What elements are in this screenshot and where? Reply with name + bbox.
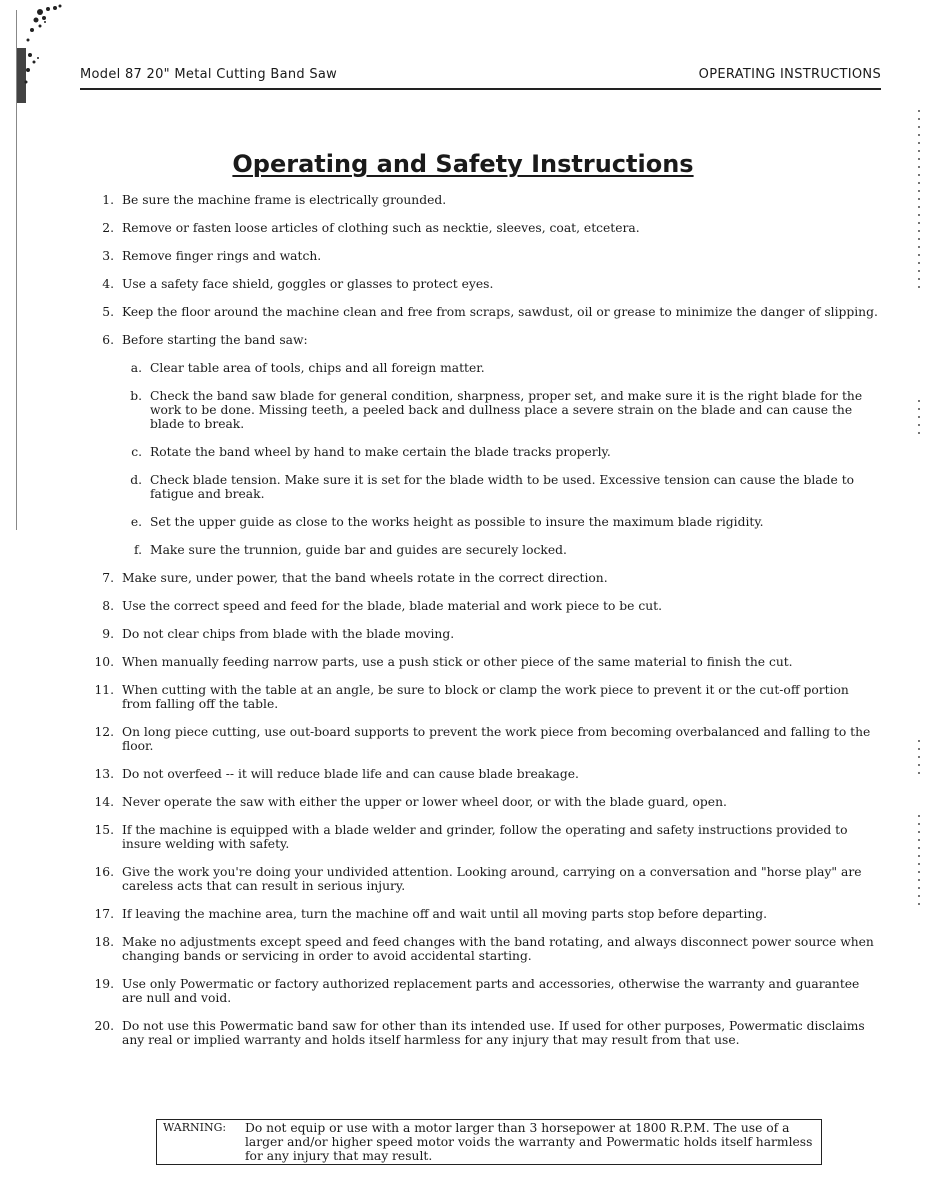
sub-list-item: a. Clear table area of tools, chips and all foreign matter. <box>130 361 485 375</box>
list-item: 7. Make sure, under power, that the band wheels rotate in the correct direction. <box>102 571 608 585</box>
sub-list-item: e. Set the upper guide as close to the works height as possible to insure the maximum blade rigidity. <box>130 515 764 529</box>
sub-list-item: b. Check the band saw blade for general condition, sharpness, proper set, and make sure it is the right blade for the work to be done. Missing teeth, a peeled back and dullness place a severe strain on the blade and can cause the blade to break. <box>130 389 863 431</box>
list-item: 17. If leaving the machine area, turn the machine off and wait until all moving parts stop before departing. <box>94 907 768 921</box>
warning-text: Do not equip or use with a motor larger than 3 horsepower at 1800 R.P.M. The use of a larger and/or higher speed motor voids the warranty and Powermatic holds itself harmless for any injury that may result. <box>245 1121 813 1163</box>
list-item: 15. If the machine is equipped with a blade welder and grinder, follow the operating and safety instructions provided to insure welding with safety. <box>94 823 848 851</box>
instructions-list <box>88 193 878 1061</box>
list-item: 4. Use a safety face shield, goggles or glasses to protect eyes. <box>102 277 494 291</box>
list-item: 3. Remove finger rings and watch. <box>102 249 322 263</box>
list-item: 2. Remove or fasten loose articles of clothing such as necktie, sleeves, coat, etcetera. <box>102 221 640 235</box>
scan-artifact <box>918 815 920 905</box>
scan-artifact <box>918 400 920 440</box>
list-item: 13. Do not overfeed -- it will reduce blade life and can cause blade breakage. <box>94 767 579 781</box>
list-item: 16. Give the work you're doing your undivided attention. Looking around, carrying on a conversation and "horse play" are careless acts that can result in serious injury. <box>94 865 862 893</box>
list-item: 18. Make no adjustments except speed and feed changes with the band rotating, and always disconnect power source when changing bands or servicing in order to avoid accidental starting. <box>94 935 874 963</box>
sub-list-item: f. Make sure the trunnion, guide bar and guides are securely locked. <box>133 543 567 557</box>
header-rule <box>80 88 881 90</box>
header-model: Model 87 20" Metal Cutting Band Saw <box>80 67 338 82</box>
list-item: 5. Keep the floor around the machine clean and free from scraps, sawdust, oil or grease to minimize the danger of slipping. <box>102 305 878 319</box>
list-item: 8. Use the correct speed and feed for the blade, blade material and work piece to be cut. <box>102 599 663 613</box>
page-title: Operating and Safety Instructions <box>232 150 694 178</box>
scan-edge <box>16 10 17 530</box>
scan-artifact <box>0 0 90 110</box>
header-section: OPERATING INSTRUCTIONS <box>698 67 881 82</box>
list-item: 14. Never operate the saw with either the upper or lower wheel door, or with the blade guard, open. <box>94 795 727 809</box>
list-item: 12. On long piece cutting, use out-board supports to prevent the work piece from becoming overbalanced and falling to the floor. <box>94 725 871 753</box>
list-item: 20. Do not use this Powermatic band saw for other than its intended use. If used for other purposes, Powermatic disclaims any real or implied warranty and holds itself harmless for any injury that may result from that use. <box>94 1019 865 1047</box>
sub-list-item: d. Check blade tension. Make sure it is set for the blade width to be used. Excessive tension can cause the blade to fatigue and break. <box>130 473 855 501</box>
list-item: 9. Do not clear chips from blade with the blade moving. <box>102 627 455 641</box>
warning-box <box>156 1119 822 1165</box>
list-item: 6. Before starting the band saw: <box>102 333 308 347</box>
list-item: 1. Be sure the machine frame is electrically grounded. <box>102 193 447 207</box>
scan-artifact <box>918 110 920 290</box>
sub-list-item: c. Rotate the band wheel by hand to make certain the blade tracks properly. <box>131 445 611 459</box>
list-item: 11. When cutting with the table at an angle, be sure to block or clamp the work piece to prevent it or the cut-off portion from falling off the table. <box>94 683 849 711</box>
list-item: 10. When manually feeding narrow parts, use a push stick or other piece of the same material to finish the cut. <box>94 655 793 669</box>
scan-artifact <box>918 740 920 780</box>
list-item: 19. Use only Powermatic or factory authorized replacement parts and accessories, otherwise the warranty and guarantee are null and void. <box>94 977 860 1005</box>
warning-label: WARNING: <box>163 1121 227 1134</box>
